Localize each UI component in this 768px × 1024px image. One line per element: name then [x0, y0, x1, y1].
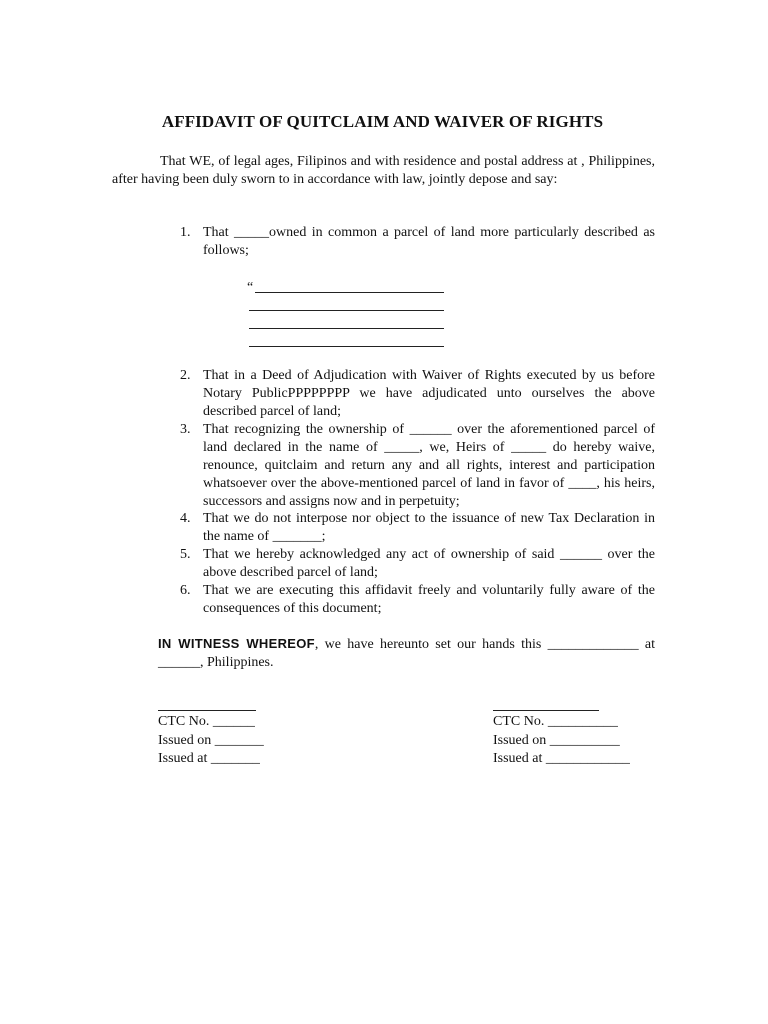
item-text: That in a Deed of Adjudication with Waiver of Rights executed by us before Notary PublicPPPPPPPP we have adjudicated unto ourselves the above described parcel of land;	[203, 368, 655, 419]
blank-line	[249, 328, 444, 329]
witness-text: , we have hereunto set our hands this _____________ at ______, Philippines.	[158, 637, 655, 670]
item-text: That _____owned in common a parcel of land more particularly described as follows;	[203, 225, 655, 258]
witness-heading: IN WITNESS WHEREOF	[158, 636, 315, 651]
opening-quote: “	[247, 280, 254, 295]
signature-line	[158, 710, 256, 711]
blank-line	[249, 346, 444, 347]
document-title: AFFIDAVIT OF QUITCLAIM AND WAIVER OF RIGHTS	[161, 112, 604, 131]
item-text: That we do not interpose nor object to the issuance of new Tax Declaration in the name of _______;	[203, 511, 655, 544]
item-text: That we hereby acknowledged any act of ownership of said ______ over the above described parcel of land;	[203, 547, 655, 580]
item-number: 1.	[180, 225, 191, 240]
item-number: 6.	[180, 583, 191, 598]
list-item	[180, 421, 655, 511]
intro-paragraph: That WE, of legal ages, Filipinos and with residence and postal address at , Philippines, after having been duly sworn to in accordance with law, jointly depose and say:	[112, 154, 655, 187]
ctc-number: CTC No. __________	[493, 714, 618, 729]
item-number: 3.	[180, 422, 191, 437]
item-text: That we are executing this affidavit freely and voluntarily fully aware of the consequences of this document;	[203, 583, 655, 616]
list-item	[180, 224, 655, 260]
item-text: That recognizing the ownership of ______ over the aforementioned parcel of land declared in the name of _____, we, Heirs of _____ do hereby waive, renounce, quitclaim and return any and all rights, interest and participation whatsoever over the above-mentioned parcel of land in favor of ____, his heirs, successors and assigns now and in perpetuity;	[203, 422, 655, 509]
signature-line	[493, 710, 599, 711]
blank-line	[249, 310, 444, 311]
blank-line	[255, 292, 444, 293]
list-item	[180, 367, 655, 421]
item-number: 4.	[180, 511, 191, 526]
signature-block-left	[158, 710, 358, 769]
issued-at: Issued at ____________	[493, 751, 630, 766]
ctc-number: CTC No. ______	[158, 714, 255, 729]
list-item	[180, 582, 655, 618]
signature-block-right	[493, 710, 693, 769]
issued-on: Issued on __________	[493, 732, 620, 748]
issued-on: Issued on _______	[158, 732, 264, 748]
item-number: 5.	[180, 547, 191, 562]
list-item	[180, 546, 655, 582]
item-number: 2.	[180, 368, 191, 383]
witness-paragraph	[158, 635, 655, 672]
list-item	[180, 510, 655, 546]
issued-at: Issued at _______	[158, 751, 260, 766]
